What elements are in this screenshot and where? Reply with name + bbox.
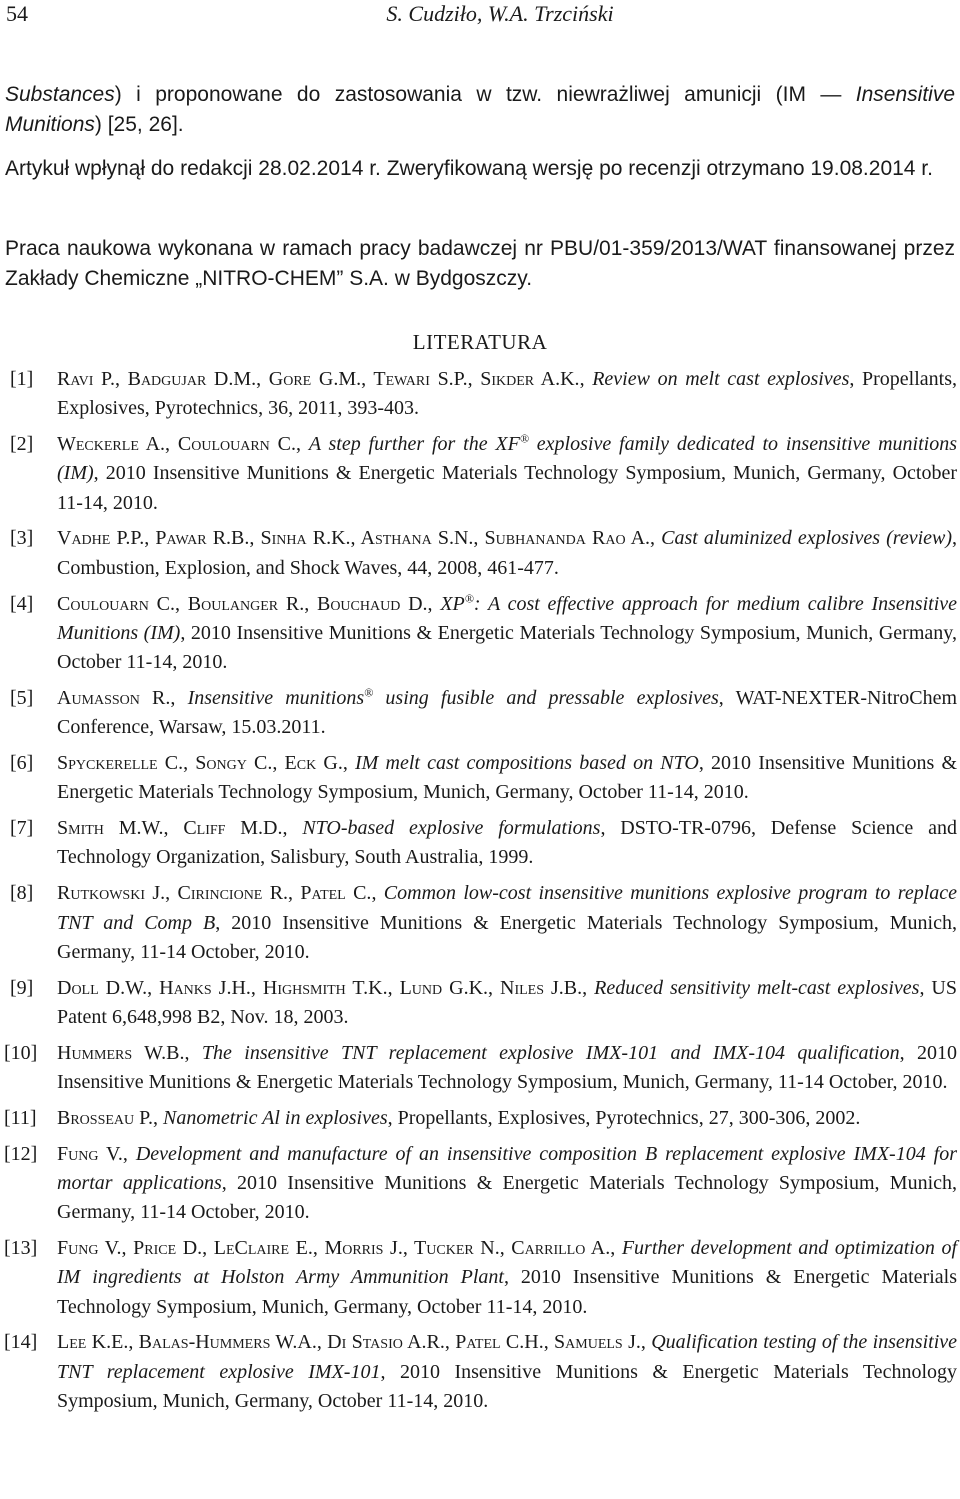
reference-source: , 2010 Insensitive Munitions & Energetic Materials Technology Symposium, Munich, Germany, October 11-14, 2010. xyxy=(57,1360,957,1412)
reference-separator: , xyxy=(153,1106,164,1129)
registered-mark: ® xyxy=(519,431,529,446)
reference-source: , DSTO-TR-0796, Defense Science and Technology Organization, Salisbury, South Australia, 1999. xyxy=(57,817,957,869)
reference-source: , 2010 Insensitive Munitions & Energetic Materials Technology Symposium, Munich, Germany, 11-14 October, 2010. xyxy=(57,1041,957,1094)
reference-item xyxy=(0,524,960,583)
reference-separator: , xyxy=(650,527,662,550)
reference-authors: Coulouarn C., Boulanger R., Bouchaud D. xyxy=(57,592,428,615)
paragraph-text: ) i proponowane do zastosowania w tzw. niewrażliwej amunicji (IM — xyxy=(114,83,856,106)
reference-item xyxy=(0,1039,960,1098)
reference-title: Common low-cost insensitive munitions explosive program to replace TNT and Comp B xyxy=(57,882,958,934)
running-header-authors: S. Cudziło, W.A. Trzciński xyxy=(386,1,614,26)
reference-number: [2] xyxy=(10,433,34,456)
reference-item xyxy=(0,1234,960,1322)
reference-separator: , xyxy=(282,817,303,840)
continued-paragraph xyxy=(5,80,955,140)
reference-number: [3] xyxy=(10,527,34,550)
reference-authors: Rutkowski J., Cirincione R., Patel C. xyxy=(57,882,372,905)
reference-source: , US Patent 6,648,998 B2, Nov. 18, 2003. xyxy=(57,976,957,1028)
reference-authors: Ravi P., Badgujar D.M., Gore G.M., Tewari S.P., Sikder A.K. xyxy=(57,368,580,390)
italic-term: Insensitive Munitions xyxy=(5,83,955,136)
reference-authors: Hummers W.B. xyxy=(57,1041,185,1064)
reference-item xyxy=(0,365,960,424)
reference-item xyxy=(0,590,960,678)
reference-source: , WAT-NEXTER-NitroChem Conference, Warsaw, 15.03.2011. xyxy=(57,686,958,739)
reference-number: [13] xyxy=(4,1237,38,1260)
reference-number: [4] xyxy=(10,592,34,615)
reference-separator: , xyxy=(371,882,384,905)
reference-separator: , xyxy=(122,1142,136,1165)
reference-source: , 2010 Insensitive Munitions & Energetic Materials Technology Symposium, Munich, Germany, October 11-14, 2010. xyxy=(57,752,958,804)
reference-separator: , xyxy=(295,433,309,456)
reference-title: The insensitive TNT replacement explosive IMX-101 and IMX-104 qualification xyxy=(201,1041,900,1064)
paragraph-text: ) [25, 26]. xyxy=(94,113,184,136)
page-number: 54 xyxy=(6,1,28,26)
reference-source: , 2010 Insensitive Munitions & Energetic Materials Technology Symposium, Munich, Germany, October 11-14, 2010. xyxy=(57,621,957,674)
reference-number: [9] xyxy=(10,976,34,999)
reference-title-continued: explosive family dedicated to insensitive munitions (IM) xyxy=(57,433,958,485)
reference-list xyxy=(0,365,960,1423)
reference-authors: Fung V. xyxy=(57,1142,123,1165)
reference-authors: Smith M.W., Cliff M.D. xyxy=(57,817,283,840)
reference-source: , 2010 Insensitive Munitions & Energetic Materials Technology Symposium, Munich, Germany, 11-14 October, 2010. xyxy=(57,1171,958,1224)
reference-title: Review on melt cast explosives xyxy=(592,368,850,390)
reference-source: , Propellants, Explosives, Pyrotechnics, 27, 300-306, 2002. xyxy=(387,1106,861,1129)
reference-authors: Aumasson R. xyxy=(57,686,171,709)
italic-term: Substances xyxy=(5,83,115,106)
received-note: Artykuł wpłynął do redakcji 28.02.2014 r. Zweryfikowaną wersję po recenzji otrzymano 19.08.2014 r. xyxy=(5,157,933,180)
reference-authors: Vadhe P.P., Pawar R.B., Sinha R.K., Asthana S.N., Subhananda Rao A. xyxy=(57,527,651,550)
reference-item xyxy=(0,430,960,518)
reference-item xyxy=(0,814,960,873)
reference-item xyxy=(0,1328,960,1416)
reference-authors: Brosseau P. xyxy=(57,1106,154,1129)
reference-number: [7] xyxy=(10,817,34,840)
reference-title: XP xyxy=(440,592,465,615)
reference-item xyxy=(0,974,960,1033)
reference-separator: , xyxy=(640,1331,652,1354)
reference-source: , Propellants, Explosives, Pyrotechnics, 36, 2011, 393-403. xyxy=(57,368,957,420)
reference-title: Insensitive munitions xyxy=(187,686,365,709)
reference-separator: , xyxy=(579,368,593,390)
reference-separator: , xyxy=(170,686,188,709)
reference-source: , 2010 Insensitive Munitions & Energetic Materials Technology Symposium, Munich, Germany, 11-14 October, 2010. xyxy=(57,911,957,963)
reference-separator: , xyxy=(427,592,441,615)
reference-number: [12] xyxy=(4,1142,38,1165)
reference-title: Further development and optimization of IM ingredients at Holston Army Ammunition Plant xyxy=(57,1237,957,1289)
reference-item xyxy=(0,1140,960,1228)
reference-authors: Doll D.W., Hanks J.H., Highsmith T.K., Lund G.K., Niles J.B. xyxy=(57,976,583,999)
reference-authors: Fung V., Price D., LeClaire E., Morris J., Tucker N., Carrillo A. xyxy=(57,1237,611,1260)
reference-authors: Lee K.E., Balas-Hummers W.A., Di Stasio A.R., Patel C.H., Samuels J. xyxy=(57,1331,641,1354)
reference-authors: Spyckerelle C., Songy C., Eck G. xyxy=(57,752,343,775)
reference-title: NTO-based explosive formulations xyxy=(302,817,601,840)
reference-number: [5] xyxy=(10,686,34,709)
reference-title-continued: using fusible and pressable explosives xyxy=(373,686,719,709)
reference-title: Qualification testing of the insensitive TNT replacement explosive IMX-101 xyxy=(57,1331,958,1383)
reference-authors: Weckerle A., Coulouarn C. xyxy=(57,433,296,456)
reference-separator: , xyxy=(610,1237,622,1260)
reference-title-continued: : A cost effective approach for medium calibre Insensitive Munitions (IM) xyxy=(57,592,958,644)
reference-separator: , xyxy=(184,1041,202,1064)
reference-number: [11] xyxy=(4,1106,37,1129)
reference-item xyxy=(0,879,960,967)
reference-title: Nanometric Al in explosives xyxy=(163,1106,388,1129)
reference-source: , Combustion, Explosion, and Shock Waves, 44, 2008, 461-477. xyxy=(57,527,958,579)
reference-source: , 2010 Insensitive Munitions & Energetic Materials Technology Symposium, Munich, Germany, October 11-14, 2010. xyxy=(57,462,957,514)
literature-heading: LITERATURA xyxy=(412,330,548,354)
funding-note: Praca naukowa wykonana w ramach pracy badawczej nr PBU/01-359/2013/WAT finansowanej przez Zakłady Chemiczne „NITRO-CHEM” S.A. w Bydgoszczy. xyxy=(5,237,955,290)
reference-title: Reduced sensitivity melt-cast explosives xyxy=(594,976,920,999)
reference-number: [8] xyxy=(10,882,34,905)
reference-title: Cast aluminized explosives (review) xyxy=(661,527,953,550)
reference-item xyxy=(0,749,960,808)
reference-title: Development and manufacture of an insensitive composition B replacement explosive IMX-104 for mortar applications xyxy=(57,1142,957,1194)
reference-item xyxy=(0,1104,960,1133)
reference-title: A step further for the XF xyxy=(308,433,520,456)
reference-separator: , xyxy=(342,752,356,775)
reference-source: , 2010 Insensitive Munitions & Energetic Materials Technology Symposium, Munich, Germany, October 11-14, 2010. xyxy=(57,1266,957,1318)
reference-number: [1] xyxy=(10,368,34,390)
reference-number: [10] xyxy=(4,1041,38,1064)
running-header xyxy=(0,0,960,28)
registered-mark: ® xyxy=(464,590,474,605)
registered-mark: ® xyxy=(364,685,374,700)
reference-title: IM melt cast compositions based on NTO xyxy=(355,752,699,775)
reference-separator: , xyxy=(582,976,595,999)
reference-item xyxy=(0,684,960,743)
reference-number: [6] xyxy=(10,752,34,775)
reference-number: [14] xyxy=(4,1331,38,1354)
